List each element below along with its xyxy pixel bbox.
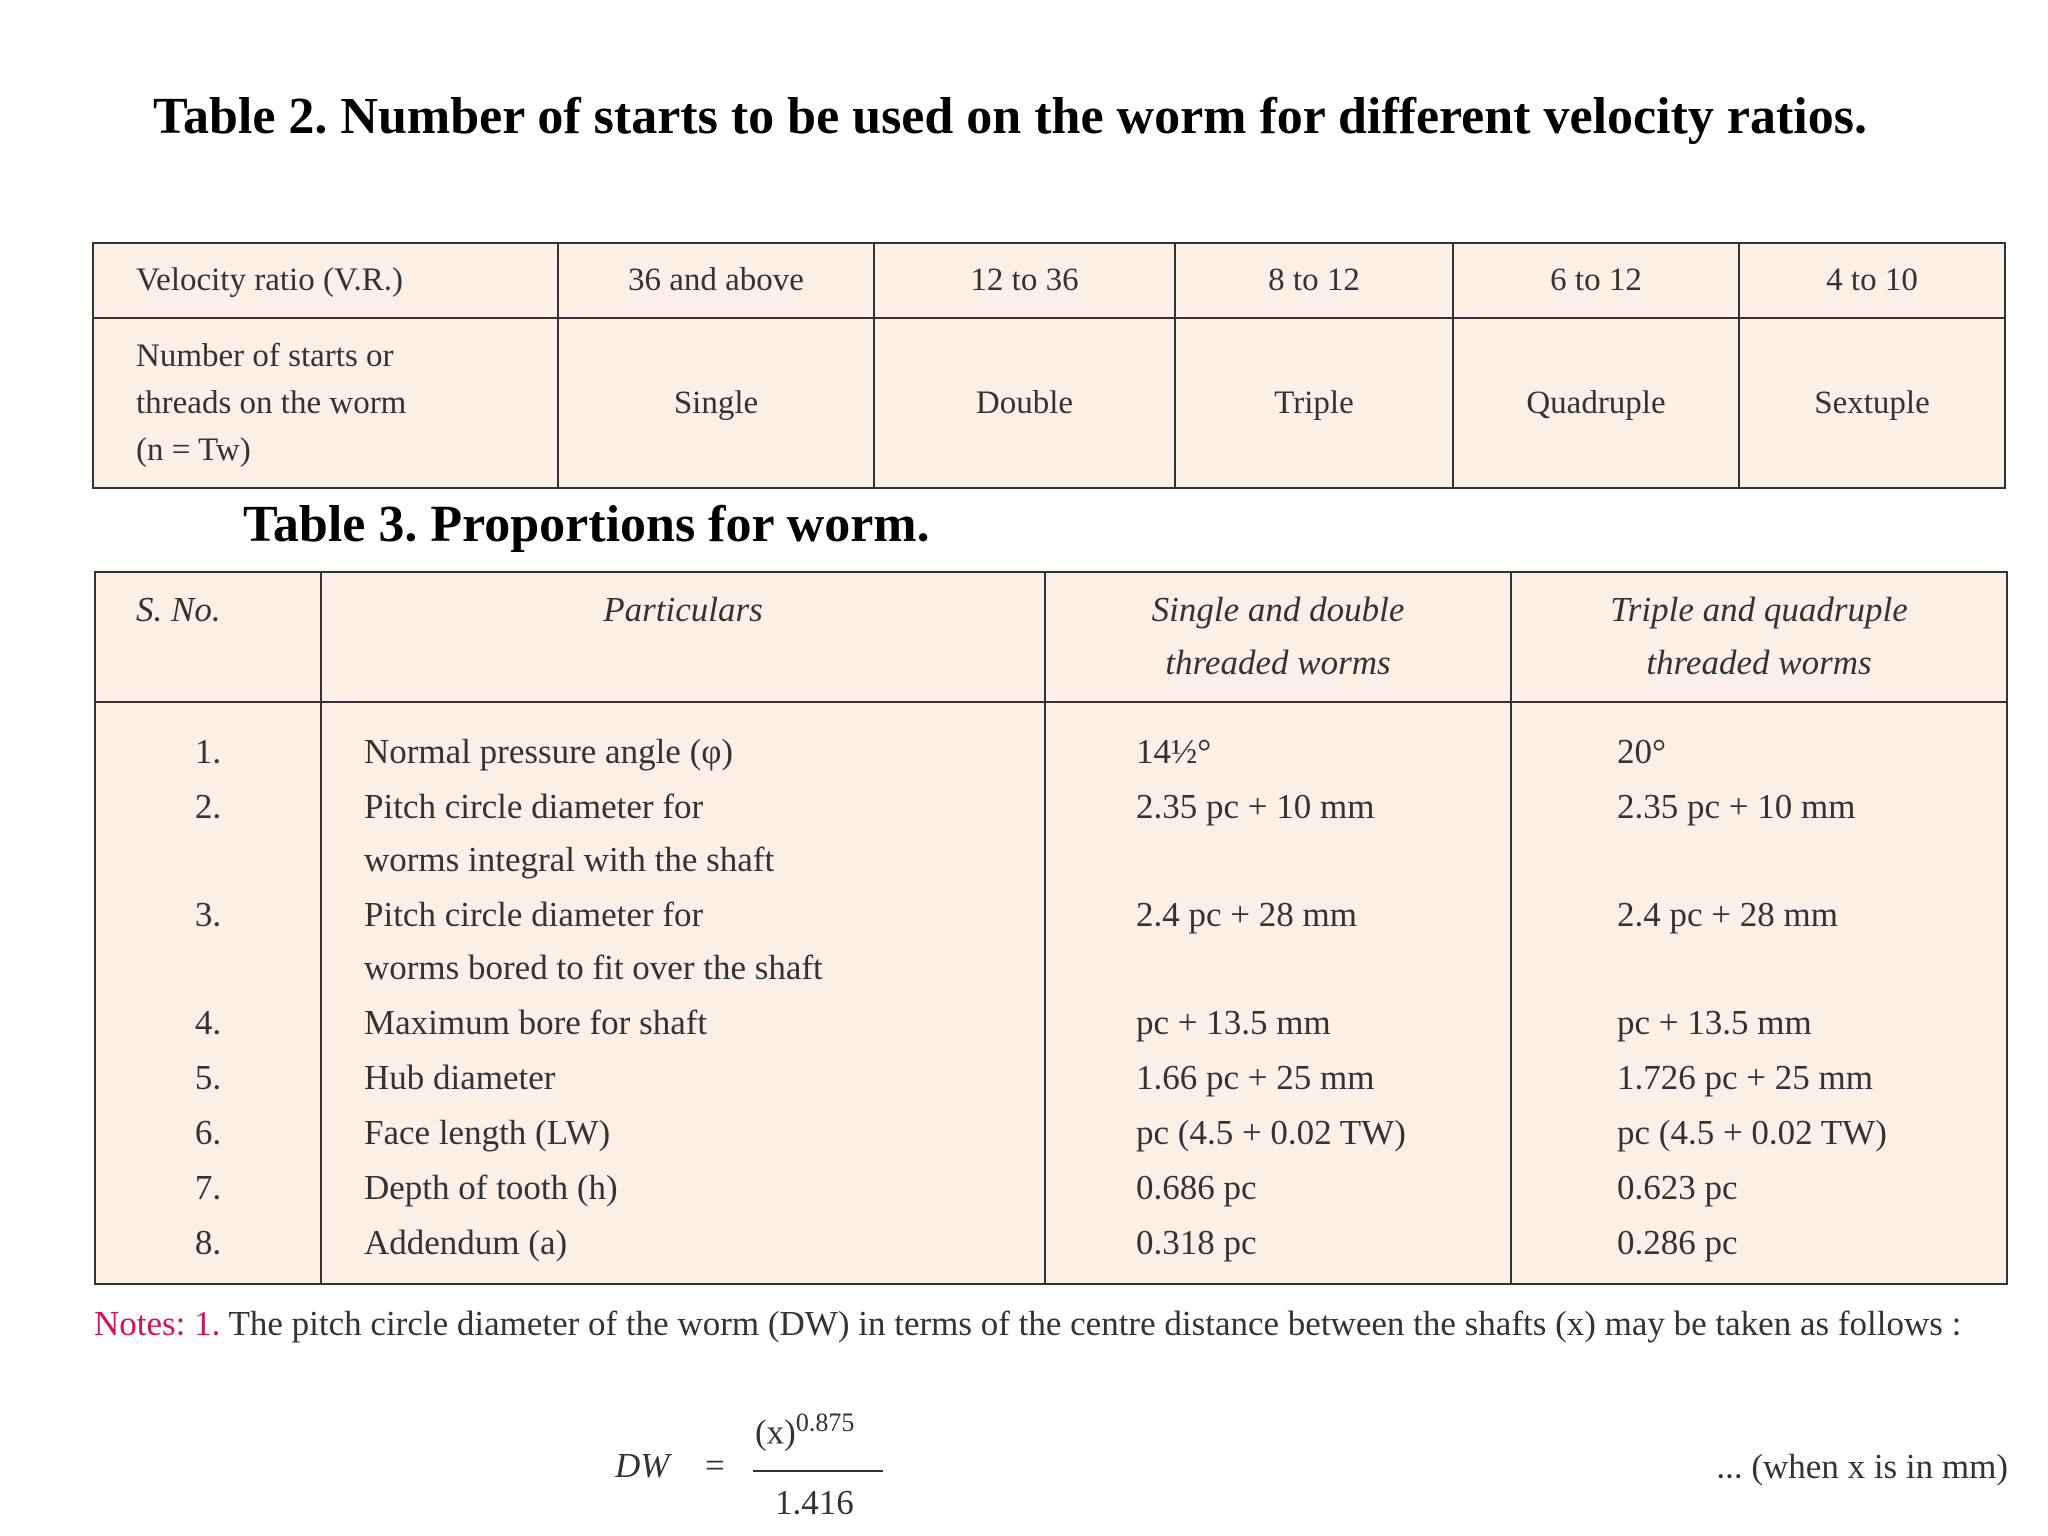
cell-line: Depth of tooth (h) [364, 1168, 618, 1207]
fraction-bar [753, 1470, 883, 1472]
cell-line: 0.318 pc [1136, 1223, 1257, 1262]
notes [94, 1298, 2008, 1350]
number-of-starts-label [93, 318, 558, 488]
value-triple-quadruple [1511, 1160, 2007, 1215]
cell-line: 14½° [1136, 732, 1212, 771]
value-triple-quadruple [1511, 995, 2007, 1050]
cell-line: 4. [194, 1003, 222, 1042]
table-row [95, 1215, 2007, 1284]
header-line: threaded worms [1165, 643, 1391, 682]
table-cell: 12 to 36 [874, 243, 1175, 318]
value-triple-quadruple [1511, 887, 2007, 995]
cell-line: 2.4 pc + 28 mm [1136, 895, 1357, 934]
table-row [95, 779, 2007, 887]
table-row [95, 1050, 2007, 1105]
row-particular [321, 779, 1045, 887]
value-single-double [1045, 779, 1511, 887]
table-cell: 6 to 12 [1453, 243, 1739, 318]
column-header-triple-quadruple [1511, 572, 2007, 702]
velocity-ratio-label: Velocity ratio (V.R.) [93, 243, 558, 318]
cell-line: 2.35 pc + 10 mm [1136, 787, 1375, 826]
cell-line: 7. [194, 1168, 222, 1207]
table2-title: Table 2. Number of starts to be used on the worm for different velocity ratios. [153, 88, 1867, 145]
column-header-particulars: Particulars [321, 572, 1045, 702]
velocity-ratio-table [92, 242, 2006, 489]
notes-text: The pitch circle diameter of the worm (DW) in terms of the centre distance between the shafts (x) may be taken as follows : [228, 1304, 1962, 1343]
column-header-sno: S. No. [95, 572, 321, 702]
cell-line: 2.35 pc + 10 mm [1617, 787, 1856, 826]
label-line: threads on the worm [136, 384, 407, 421]
value-single-double [1045, 995, 1511, 1050]
label-line: Number of starts or [136, 337, 394, 374]
row-number [95, 702, 321, 779]
table-cell: Double [874, 318, 1175, 488]
table-cell: Quadruple [1453, 318, 1739, 488]
table-row [95, 995, 2007, 1050]
cell-line: pc + 13.5 mm [1617, 1003, 1812, 1042]
table-cell: Sextuple [1739, 318, 2005, 488]
row-particular [321, 1160, 1045, 1215]
row-particular [321, 995, 1045, 1050]
cell-line: Hub diameter [364, 1058, 556, 1097]
value-triple-quadruple [1511, 1105, 2007, 1160]
cell-line: 5. [194, 1058, 222, 1097]
cell-line: Face length (LW) [364, 1113, 611, 1152]
cell-line: Pitch circle diameter for [364, 895, 704, 934]
formula-condition: ... (when x is in mm) [1716, 1447, 2008, 1486]
label-line: (n = Tw) [136, 431, 251, 468]
cell-line: worms bored to fit over the shaft [364, 948, 823, 987]
cell-line: 0.623 pc [1617, 1168, 1738, 1207]
row-number [95, 1160, 321, 1215]
formula-lhs: DW [615, 1446, 670, 1485]
cell-line: Pitch circle diameter for [364, 787, 704, 826]
cell-line: Maximum bore for shaft [364, 1003, 708, 1042]
table-row [95, 1105, 2007, 1160]
table-cell: Triple [1175, 318, 1453, 488]
row-number [95, 1050, 321, 1105]
value-single-double [1045, 1050, 1511, 1105]
header-line: threaded worms [1646, 643, 1872, 682]
row-particular [321, 1105, 1045, 1160]
cell-line: Addendum (a) [364, 1223, 568, 1262]
value-triple-quadruple [1511, 1215, 2007, 1284]
table-row [95, 1160, 2007, 1215]
table-row [93, 318, 2005, 488]
header-line: Triple and quadruple [1610, 590, 1908, 629]
cell-line: 3. [194, 895, 222, 934]
worm-proportions-table [94, 571, 2008, 1285]
table-row [95, 702, 2007, 779]
value-single-double [1045, 1215, 1511, 1284]
cell-line: pc + 13.5 mm [1136, 1003, 1331, 1042]
table-cell: 36 and above [558, 243, 874, 318]
cell-line: 0.286 pc [1617, 1223, 1738, 1262]
numerator-exponent: 0.875 [795, 1408, 855, 1437]
row-number [95, 995, 321, 1050]
row-particular [321, 1215, 1045, 1284]
row-particular [321, 1050, 1045, 1105]
cell-line: 20° [1617, 732, 1666, 771]
cell-line: 1.726 pc + 25 mm [1617, 1058, 1873, 1097]
table-row [95, 887, 2007, 995]
header-line: Single and double [1151, 590, 1405, 629]
cell-line: 2. [194, 787, 222, 826]
formula-equals: = [705, 1446, 725, 1485]
row-number [95, 779, 321, 887]
value-triple-quadruple [1511, 1050, 2007, 1105]
table-cell: 8 to 12 [1175, 243, 1453, 318]
row-number [95, 1105, 321, 1160]
value-triple-quadruple [1511, 702, 2007, 779]
cell-line: 0.686 pc [1136, 1168, 1257, 1207]
formula-denominator: 1.416 [775, 1483, 854, 1522]
row-particular [321, 702, 1045, 779]
value-single-double [1045, 1105, 1511, 1160]
cell-line: 8. [194, 1223, 222, 1262]
cell-line: 1.66 pc + 25 mm [1136, 1058, 1375, 1097]
value-single-double [1045, 887, 1511, 995]
value-triple-quadruple [1511, 779, 2007, 887]
table3-title: Table 3. Proportions for worm. [243, 496, 930, 553]
cell-line: 6. [194, 1113, 222, 1152]
cell-line: 2.4 pc + 28 mm [1617, 895, 1838, 934]
table-row [93, 243, 2005, 318]
table-header-row [95, 572, 2007, 702]
value-single-double [1045, 702, 1511, 779]
row-number [95, 887, 321, 995]
notes-label: Notes: 1. [94, 1304, 221, 1343]
row-particular [321, 887, 1045, 995]
cell-line: worms integral with the shaft [364, 840, 775, 879]
row-number [95, 1215, 321, 1284]
value-single-double [1045, 1160, 1511, 1215]
table-cell: Single [558, 318, 874, 488]
formula-numerator [755, 1408, 854, 1453]
cell-line: 1. [194, 732, 222, 771]
cell-line: pc (4.5 + 0.02 TW) [1136, 1113, 1406, 1152]
table-cell: 4 to 10 [1739, 243, 2005, 318]
cell-line: Normal pressure angle (φ) [364, 732, 734, 771]
column-header-single-double [1045, 572, 1511, 702]
cell-line: pc (4.5 + 0.02 TW) [1617, 1113, 1887, 1152]
numerator-base: (x) [755, 1412, 796, 1452]
